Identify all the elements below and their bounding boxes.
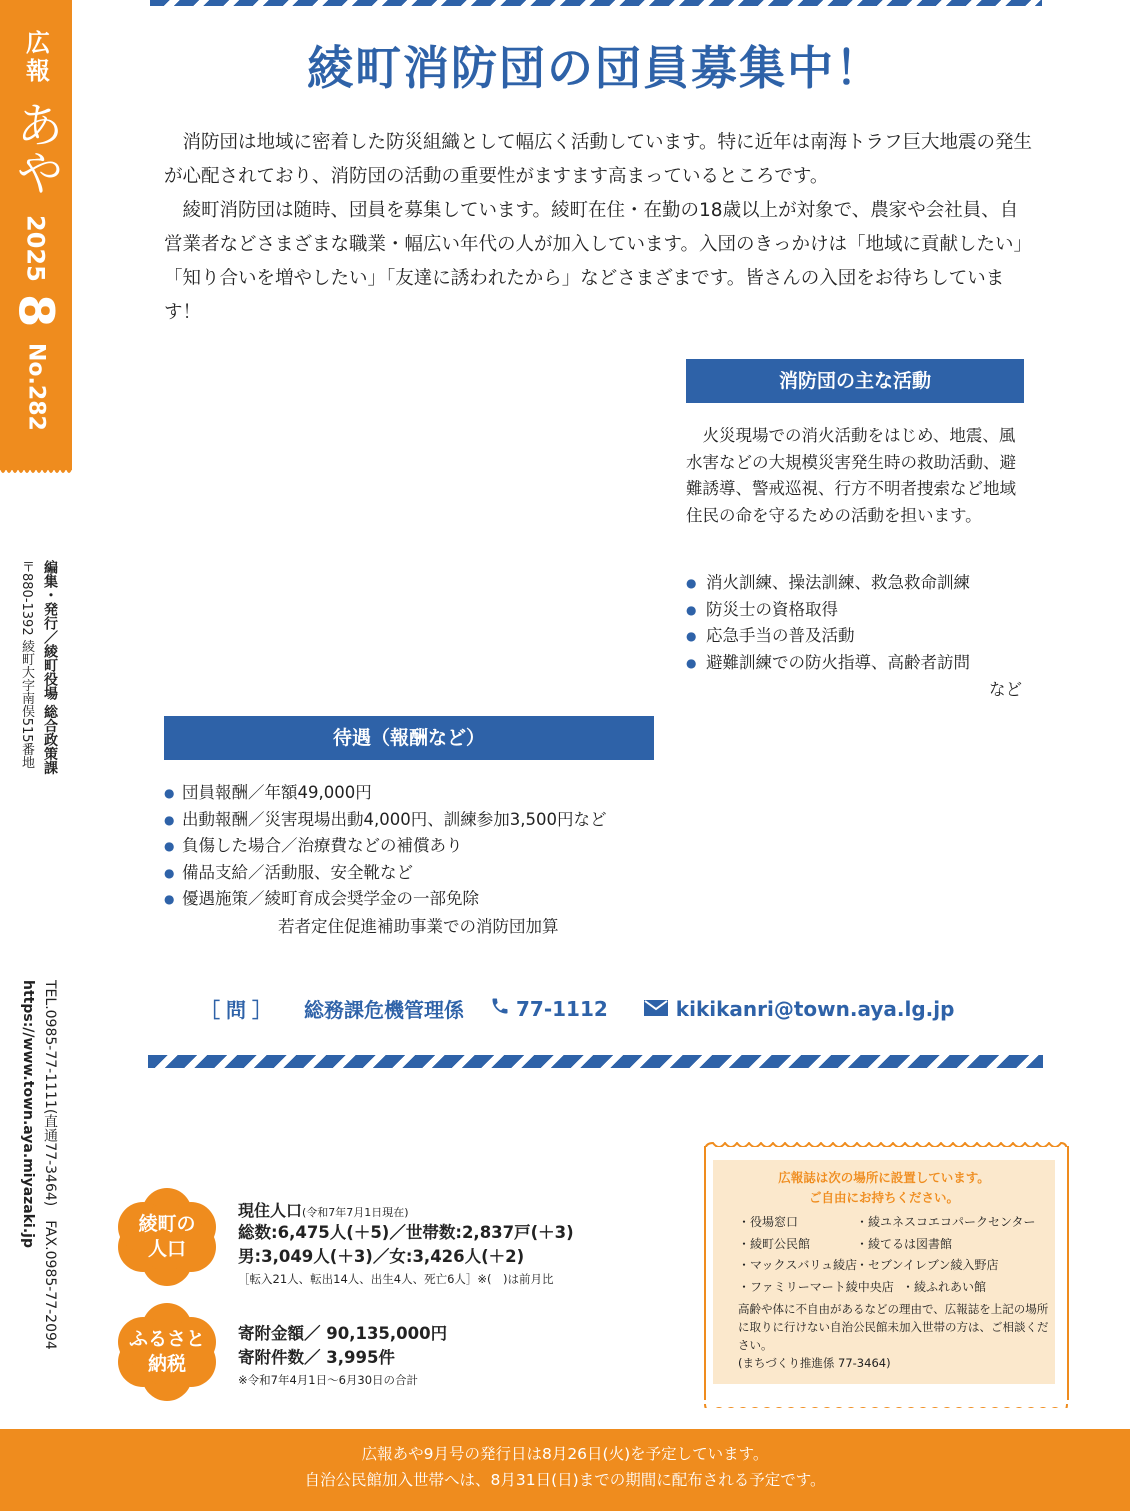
masthead-kouhou: 広報: [21, 30, 50, 86]
masthead-year: 2025: [21, 215, 50, 282]
population-total: 総数:6,475人(＋5)／世帯数:2,837戸(＋3): [238, 1223, 574, 1242]
list-item: ● 応急手当の普及活動: [686, 623, 1026, 650]
phone-icon: [490, 996, 510, 1021]
furusato-info: [238, 1322, 638, 1388]
population-badge: [118, 1188, 216, 1286]
location-right: ・綾てるは図書館: [856, 1236, 953, 1251]
furusato-count: 寄附件数／ 3,995件: [238, 1348, 395, 1367]
list-item: [738, 1234, 1058, 1256]
furusato-amount: 寄附金額／ 90,135,000円: [238, 1324, 448, 1343]
distribution-title-line2: ご自由にお持ちください。: [808, 1190, 959, 1205]
furusato-badge-line1: ふるさと: [128, 1328, 205, 1350]
location-right: ・綾ふれあい館: [902, 1279, 987, 1294]
location-left: ・役場窓口: [738, 1215, 799, 1229]
inquiry-phone-number: 77-1112: [516, 996, 608, 1021]
distribution-note-contact: (まちづくり推進係 77-3464): [738, 1356, 891, 1370]
top-stripe: [150, 0, 1042, 6]
page-title: 綾町消防団の団員募集中！: [307, 41, 883, 95]
masthead: [0, 30, 72, 470]
furusato-badge-line2: 納税: [147, 1353, 186, 1375]
list-item: ● 消火訓練、操法訓練、救急救命訓練: [686, 570, 1026, 597]
list-item: ● 出動報酬／災害現場出動4,000円、訓練参加3,500円など: [164, 807, 684, 834]
list-item: [738, 1212, 1058, 1234]
furusato-note: ※令和7年4月1日～6月30日の合計: [238, 1373, 419, 1387]
population-heading: 現住人口: [238, 1201, 303, 1220]
rewards-list: [164, 780, 684, 913]
publisher-url[interactable]: https://www.town.aya.miyazaki.jp: [20, 980, 36, 1248]
list-item: ● 備品支給／活動服、安全靴など: [164, 860, 684, 887]
mail-icon: [644, 997, 668, 1021]
masthead-aya: あや: [7, 99, 64, 196]
distribution-title-line1: 広報誌は次の場所に設置しています。: [778, 1170, 990, 1185]
distribution-note: [738, 1300, 1050, 1372]
bottom-stripe: [148, 1055, 1043, 1068]
rewards-heading: 待遇（報酬など）: [164, 716, 654, 760]
intro-text: [164, 126, 1034, 330]
activities-etc: など: [989, 680, 1022, 699]
rewards-extra: 若者定住促進補助事業での消防団加算: [278, 917, 559, 936]
intro-paragraph-1: 消防団は地域に密着した防災組織として幅広く活動しています。特に近年は南海トラフ巨大地震の発生が心配されており、消防団の活動の重要性がますます高まっているところです。: [164, 132, 1033, 187]
location-right: ・セブンイレブン綾入野店: [856, 1258, 999, 1272]
activities-heading: 消防団の主な活動: [686, 359, 1024, 403]
distribution-note-text: 高齢や体に不自由があるなどの理由で、広報誌を上記の場所に取りに行けない自治公民館未加入世帯の方は、ご相談ください。: [738, 1302, 1049, 1352]
population-badge-line1: 綾町の: [138, 1213, 196, 1235]
list-item: [738, 1255, 1058, 1277]
furusato-badge: [118, 1303, 216, 1401]
distribution-bottom-edge: [704, 1398, 1069, 1408]
list-item: ● 団員報酬／年額49,000円: [164, 780, 684, 807]
inquiry-line: [200, 994, 1020, 1023]
inquiry-email-address: kikikanri@town.aya.lg.jp: [675, 996, 955, 1021]
activities-list: [686, 570, 1026, 676]
location-left: ・マックスバリュ綾店: [738, 1258, 858, 1272]
location-right: ・綾ユネスコエコパークセンター: [856, 1215, 1036, 1229]
publisher-address: 〒880-1392 綾町大字南俣515番地: [19, 560, 34, 769]
inquiry-dept: 総務課危機管理係: [304, 998, 464, 1022]
population-note: ［転入21人、転出14人、出生4人、死亡6人］※( )は前月比: [238, 1272, 554, 1286]
inquiry-label: ［問］: [200, 998, 278, 1022]
publisher-info: [14, 560, 60, 830]
footer-line-2: 自治公民館加入世帯へは、8月31日(日)までの期間に配布される予定です。: [304, 1471, 826, 1489]
list-item: ● 防災士の資格取得: [686, 597, 1026, 624]
list-item: ● 避難訓練での防火指導、高齢者訪問: [686, 650, 1026, 677]
distribution-title: [713, 1168, 1055, 1208]
distribution-locations: [738, 1212, 1058, 1298]
list-item: ● 優遇施策／綾町育成会奨学金の一部免除: [164, 886, 684, 913]
location-left: ・ファミリーマート綾中央店: [738, 1279, 894, 1294]
publisher-name: 編集・発行／綾町役場 総合政策課: [42, 560, 58, 775]
masthead-issue-number: No.282: [23, 342, 49, 431]
list-item: ● 負傷した場合／治療費などの補償あり: [164, 833, 684, 860]
activities-text: [686, 423, 1026, 529]
inquiry-email[interactable]: [644, 997, 955, 1021]
footer-line-1: 広報あや9月号の発行日は8月26日(火)を予定しています。: [361, 1445, 769, 1463]
population-date: (令和7年7月1日現在): [302, 1206, 409, 1219]
population-badge-line2: 人口: [147, 1238, 186, 1260]
inquiry-phone[interactable]: [490, 996, 608, 1021]
intro-paragraph-2: 綾町消防団は随時、団員を募集しています。綾町在住・在勤の18歳以上が対象で、農家や会社員、自営業者などさまざまな職業・幅広い年代の人が加入しています。入団のきっかけは「地域に貢献したい」「知り合いを増やしたい」「友達に誘われたから」などさまざまです。皆さんの入団をお待ちしています！: [164, 200, 1033, 323]
activities-description: 火災現場での消火活動をはじめ、地震、風水害などの大規模災害発生時の救助活動、避難誘導、警戒巡視、行方不明者捜索など地域住民の命を守るための活動を担います。: [686, 426, 1016, 525]
population-info: [238, 1198, 678, 1287]
population-gender: 男:3,049人(＋3)／女:3,426人(＋2): [238, 1247, 525, 1266]
footer-banner: [0, 1429, 1130, 1511]
publisher-contact: [14, 980, 60, 1410]
list-item: [738, 1277, 1058, 1299]
publisher-tel-fax: TEL.0985-77-1111(直通77-3464) FAX.0985-77-2094: [42, 980, 58, 1350]
masthead-month: 8: [7, 293, 64, 327]
location-left: ・綾町公民館: [738, 1236, 811, 1251]
